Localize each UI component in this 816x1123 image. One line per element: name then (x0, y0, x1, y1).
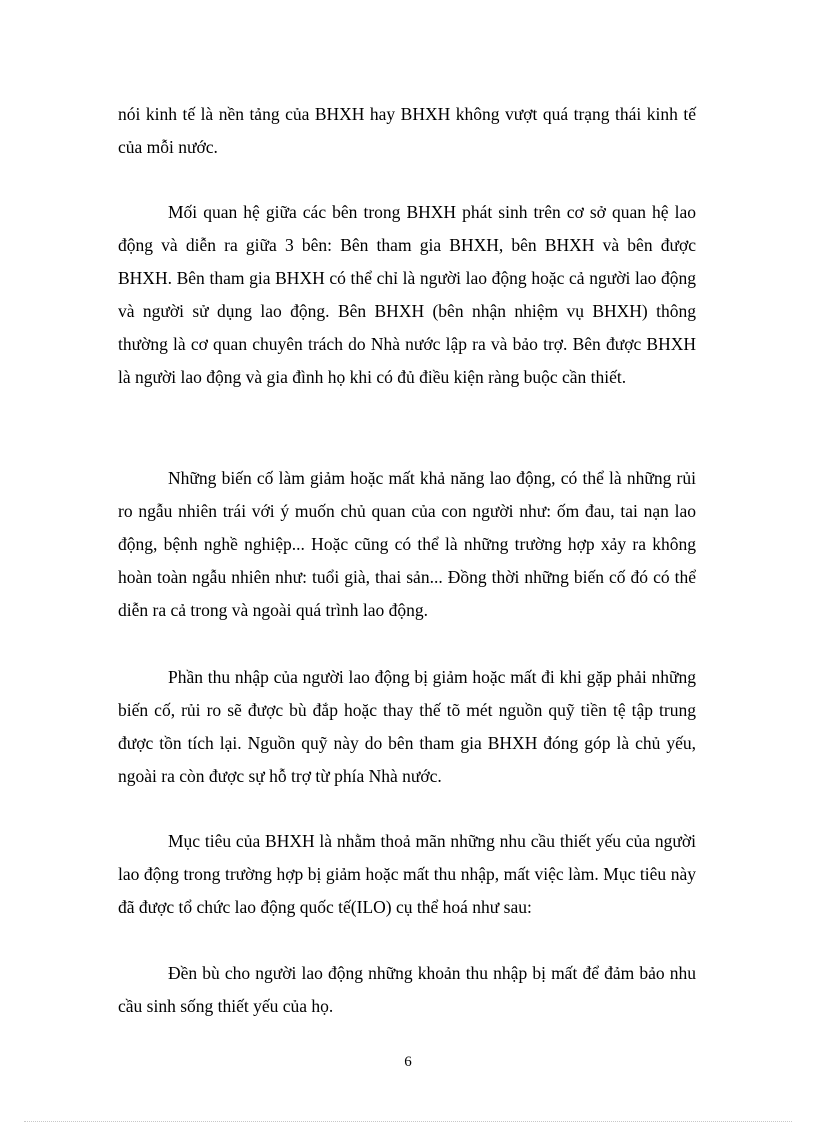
paragraph-continuation: nói kinh tế là nền tảng của BHXH hay BHXH không vượt quá trạng thái kinh tế của mỗi nước. (118, 104, 696, 157)
paragraph-compensation-goal: Đền bù cho người lao động những khoản thu nhập bị mất để đảm bảo nhu cầu sinh sống thiết yếu của họ. (118, 963, 696, 1016)
paragraph-income-compensation: Phần thu nhập của người lao động bị giảm hoặc mất đi khi gặp phải những biến cố, rủi ro sẽ được bù đắp hoặc thay thế tõ mét nguồn quỹ tiền tệ tập trung được tồn tích lại. Nguồn quỹ này do bên tham gia BHXH đóng góp là chủ yếu, ngoài ra còn được sự hỗ trợ từ phía Nhà nước. (118, 667, 696, 786)
paragraph-risk-events: Những biến cố làm giảm hoặc mất khả năng lao động, có thể là những rủi ro ngẫu nhiên trái với ý muốn chủ quan của con người như: ốm đau, tai nạn lao động, bệnh nghề nghiệp... Hoặc cũng có thể là những trường hợp xảy ra không hoàn toàn ngẫu nhiên như: tuổi già, thai sản... Đồng thời những biến cố đó có thể diễn ra cả trong và ngoài quá trình lao động. (118, 468, 696, 620)
paragraph-objectives: Mục tiêu của BHXH là nhằm thoả mãn những nhu cầu thiết yếu của người lao động trong trường hợp bị giảm hoặc mất thu nhập, mất việc làm. Mục tiêu này đã được tổ chức lao động quốc tế(ILO) cụ thể hoá như sau: (118, 831, 696, 917)
page-bottom-divider (24, 1121, 792, 1122)
paragraph-relationships: Mối quan hệ giữa các bên trong BHXH phát sinh trên cơ sở quan hệ lao động và diễn ra giữa 3 bên: Bên tham gia BHXH, bên BHXH và bên được BHXH. Bên tham gia BHXH có thể chỉ là người lao động hoặc cả người lao động và người sử dụng lao động. Bên BHXH (bên nhận nhiệm vụ BHXH) thông thường là cơ quan chuyên trách do Nhà nước lập ra và bảo trợ. Bên được BHXH là người lao động và gia đình họ khi có đủ điều kiện ràng buộc cần thiết. (118, 202, 696, 387)
page-number: 6 (404, 1054, 412, 1070)
